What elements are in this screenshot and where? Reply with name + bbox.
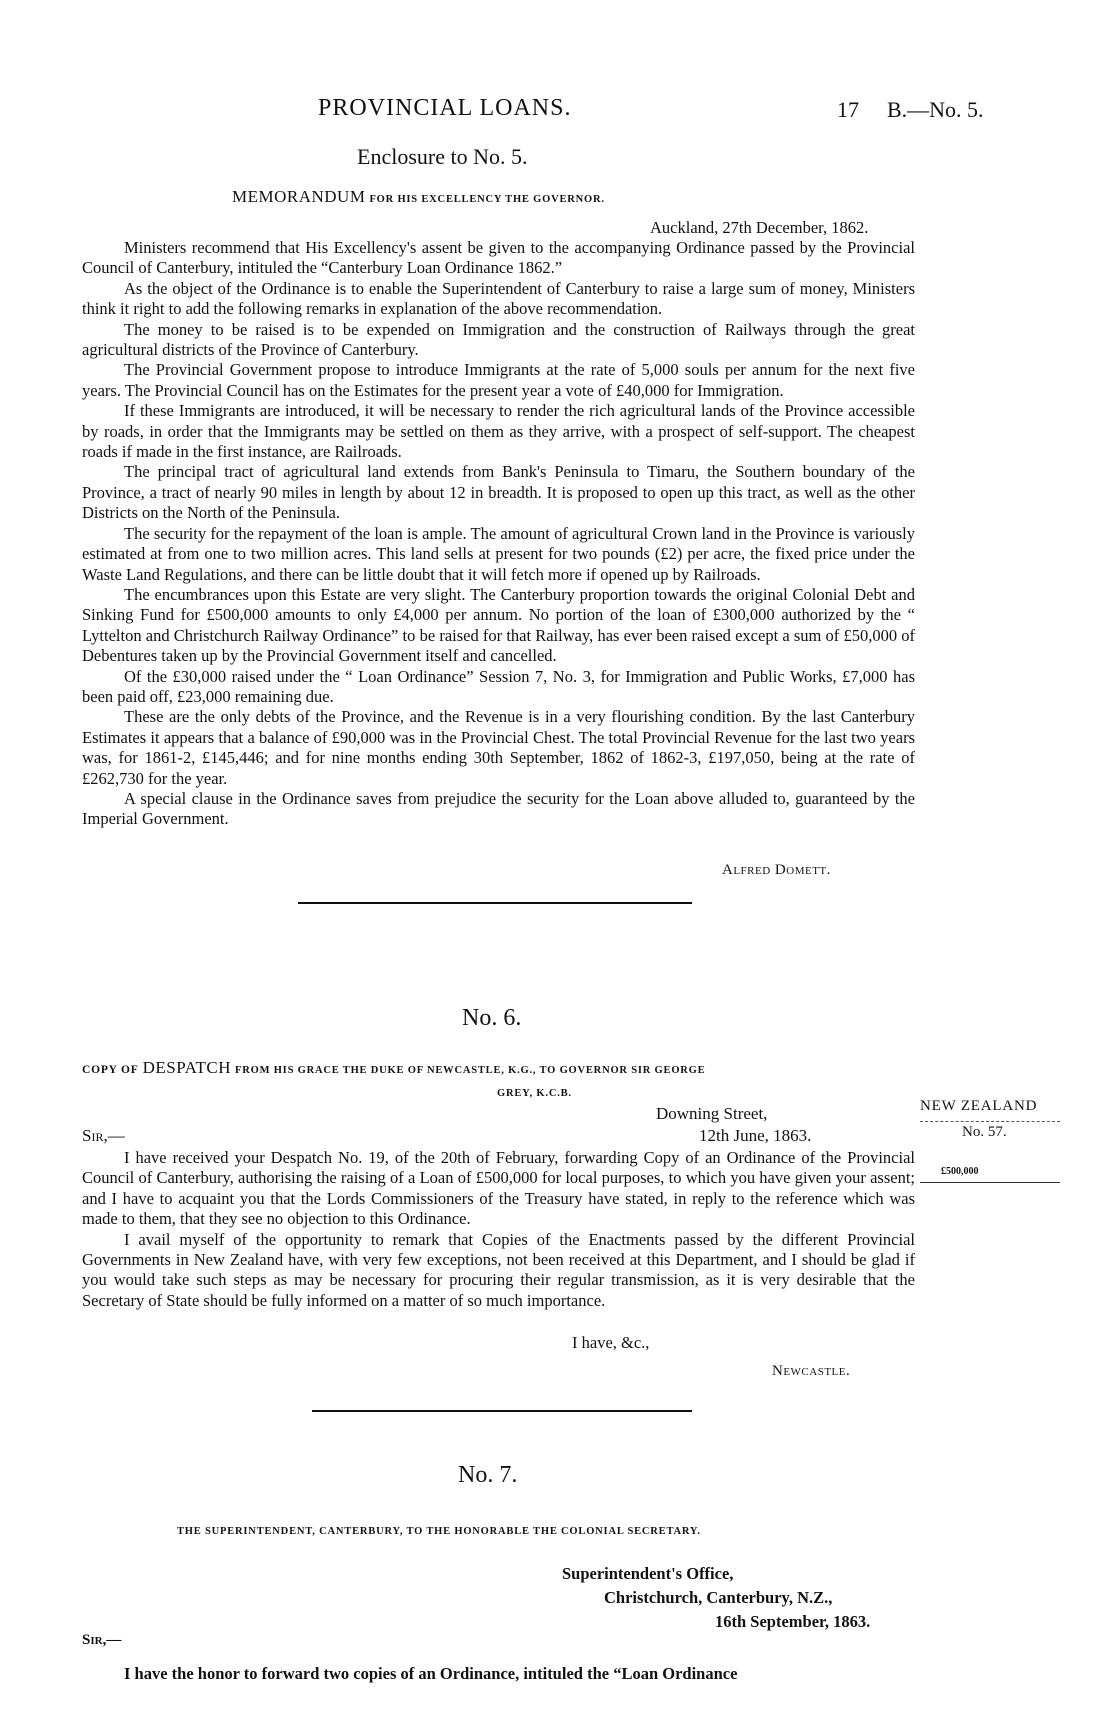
- despatch-body: [82, 1148, 915, 1311]
- margin-rule-top: [920, 1121, 1060, 1122]
- memo-paragraph: If these Immigrants are introduced, it will be necessary to render the rich agricultural lands of the Province accessible by roads, in order that the Immigrants may be settled on them as they arrive, with a prospect of self-support. The cheapest roads if made in the first instance, are Railroads.: [82, 401, 915, 462]
- memo-paragraph: The encumbrances upon this Estate are very slight. The Canterbury proportion towards the original Colonial Debt and Sinking Fund for £500,000 amounts to only £4,000 per annum. No portion of the loan of £300,000 authorized by the “ Lyttelton and Christchurch Railway Ordinance” to be raised for that Railway, has ever been raised except a sum of £50,000 of Debentures taken up by the Provincial Government itself and cancelled.: [82, 584, 915, 666]
- memo-paragraph: The Provincial Government propose to introduce Immigrants at the rate of 5,000 souls per annum for the next five years. The Provincial Council has on the Estimates for the present year a vote of £40,000 for Immigration.: [82, 360, 915, 400]
- margin-number: No. 57.: [962, 1124, 1007, 1140]
- no7-from-line: THE SUPERINTENDENT, CANTERBURY, TO THE HONORABLE THE COLONIAL SECRETARY.: [177, 1526, 701, 1537]
- no6-from-line-2: GREY, K.C.B.: [497, 1088, 572, 1099]
- memo-paragraph: The principal tract of agricultural land extends from Bank's Peninsula to Timaru, the Southern boundary of the Province, a tract of nearly 90 miles in length by about 12 in breadth. It is proposed to open up this tract, as well as the other Districts on the North of the Peninsula.: [82, 462, 915, 523]
- no7-address-city: Christchurch, Canterbury, N.Z.,: [604, 1588, 833, 1607]
- memo-paragraph: The security for the repayment of the loan is ample. The amount of agricultural Crown land in the Province is variously estimated at from one to two million acres. This land sells at present for two pounds (£2) per acre, the fixed price under the Waste Land Regulations, and there can be little doubt that it will fetch more if opened up by Railroads.: [82, 523, 915, 584]
- no7-paragraph: I have the honor to forward two copies of an Ordinance, intituled the “Loan Ordinance: [124, 1664, 738, 1683]
- memorandum-body: [82, 238, 915, 830]
- signature-domett: Alfred Domett.: [722, 862, 831, 878]
- despatch-paragraph: I have received your Despatch No. 19, of the 20th of February, forwarding Copy of an Ordinance of the Provincial Council of Canterbury, authorising the raising of a Loan of £500,000 for local purposes, to which you have given your assent; and I have to acquaint you that the Lords Commissioners of the Treasury have stated, in reply to the reference which was made to them, that they see no objection to this Ordinance.: [82, 1148, 915, 1229]
- page-number: 17: [837, 97, 859, 122]
- memorandum-word: MEMORANDUM: [232, 187, 366, 206]
- memo-paragraph: The money to be raised is to be expended on Immigration and the construction of Railways through the great agricultural districts of the Province of Canterbury.: [82, 319, 915, 360]
- running-title: PROVINCIAL LOANS.: [318, 95, 572, 121]
- despatch-closing: I have, &c.,: [572, 1333, 650, 1352]
- no6-from-line: [82, 1058, 705, 1078]
- enclosure-heading: Enclosure to No. 5.: [357, 144, 528, 169]
- no7-address-date: 16th September, 1863.: [715, 1612, 871, 1631]
- despatch-paragraph: I avail myself of the opportunity to remark that Copies of the Enactments passed by the different Provincial Governments in New Zealand have, with very few exceptions, not been received at this Department, and I should be glad if you would take such steps as may be necessary for procuring their regular transmission, as it is very desirable that the Secretary of State should be fully informed on a matter of so much importance.: [82, 1229, 915, 1310]
- no7-heading: No. 7.: [458, 1462, 518, 1488]
- place-date: Auckland, 27th December, 1862.: [650, 218, 869, 237]
- no7-address-office: Superintendent's Office,: [562, 1564, 734, 1583]
- margin-new-zealand: NEW ZEALAND: [920, 1098, 1038, 1114]
- no6-address-date: 12th June, 1863.: [699, 1126, 812, 1145]
- section-divider: [312, 1410, 692, 1412]
- margin-amount: £500,000: [941, 1166, 979, 1177]
- section-divider: [298, 902, 692, 904]
- signature-newcastle: Newcastle.: [772, 1363, 851, 1379]
- no6-heading: No. 6.: [462, 1005, 522, 1031]
- memo-paragraph: Ministers recommend that His Excellency's assent be given to the accompanying Ordinance passed by the Provincial Council of Canterbury, intituled the “Canterbury Loan Ordinance 1862.”: [82, 238, 915, 278]
- no7-salutation: Sir,—: [82, 1632, 122, 1648]
- no6-address-street: Downing Street,: [656, 1104, 768, 1123]
- despatch-word: DESPATCH: [142, 1058, 232, 1077]
- memo-paragraph: Of the £30,000 raised under the “ Loan Ordinance” Session 7, No. 3, for Immigration and Public Works, £7,000 has been paid off, £23,000 remaining due.: [82, 666, 915, 706]
- no7-body: [82, 1664, 915, 1684]
- memorandum-addressee: FOR HIS EXCELLENCY THE GOVERNOR.: [369, 194, 605, 205]
- despatch-from: FROM HIS GRACE THE DUKE OF NEWCASTLE, K.G., TO GOVERNOR SIR GEORGE: [235, 1065, 706, 1076]
- copy-of-label: COPY OF: [82, 1064, 139, 1076]
- document-reference: B.—No. 5.: [887, 97, 984, 122]
- memorandum-heading: [232, 187, 605, 207]
- memo-paragraph: These are the only debts of the Province, and the Revenue is in a very flourishing condition. By the last Canterbury Estimates it appears that a balance of £90,000 was in the Provincial Chest. The total Provincial Revenue for the last two years was, for 1861-2, £145,446; and for nine months ending 30th September, 1862 of 1862-3, £197,050, being at the rate of £262,730 for the year.: [82, 707, 915, 788]
- memo-paragraph: As the object of the Ordinance is to enable the Superintendent of Canterbury to raise a large sum of money, Ministers think it right to add the following remarks in explanation of the above recommendation.: [82, 278, 915, 319]
- memo-paragraph: A special clause in the Ordinance saves from prejudice the security for the Loan above alluded to, guaranteed by the Imperial Government.: [82, 788, 915, 829]
- margin-rule-amount: [920, 1182, 1060, 1183]
- no6-salutation: Sir,—: [82, 1126, 125, 1145]
